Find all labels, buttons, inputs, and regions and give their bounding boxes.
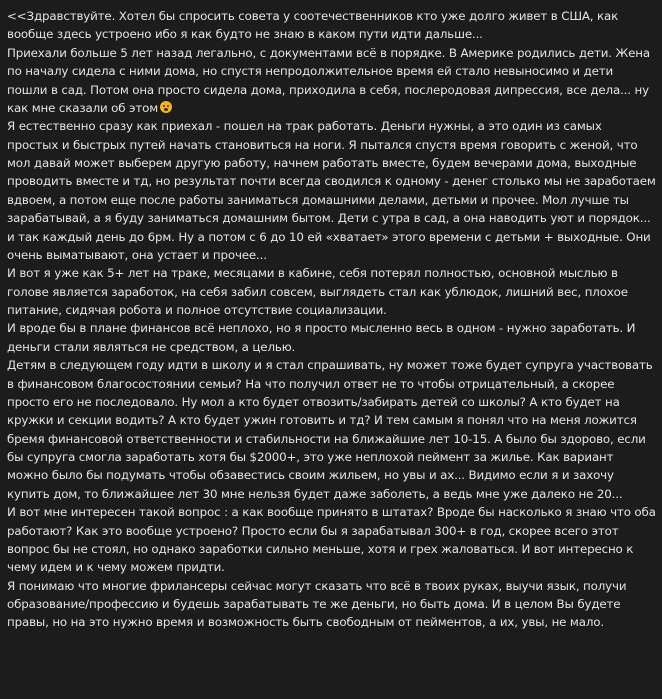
paragraph-text: <<Здравствуйте. Хотел бы спросить совета у соотечественников кто уже долго живет в США, как вообще здесь устроено ибо я как будто не знаю в каком пути идти дальше... <box>7 9 619 42</box>
flushed-face-emoji-icon <box>160 101 172 113</box>
paragraph-question <box>7 503 656 577</box>
paragraph-five-years <box>7 264 656 319</box>
paragraph-finances <box>7 319 656 356</box>
paragraph-text: И вот мне интересен такой вопрос : а как вообще принято в штатах? Вроде бы насколько я знаю что оба работают? Как это вообще устроено? Просто если бы я зарабатывал 300+ в год, скорее всего этот вопрос бы не стоял, но однако заработки сильно меньше, хотя и грех жаловаться. И вот интересно к чему идем и к чему можем придти. <box>7 505 656 575</box>
paragraph-school <box>7 356 656 503</box>
paragraph-text: Детям в следующем году идти в школу и я стал спрашивать, ну может тоже будет супруга участвовать в финансовом благосостоянии семьи? На что получил ответ не то чтобы отрицательный, а скорее просто его не последовало. Ну мол а кто будет отвозить/забирать детей со школы? А кто будет на кружки и секции водить? А кто будет ужин готовить и тд? И тем самым я понял что на меня ложится бремя финансовой ответственности и стабильности на ближайшие лет 10-15. А было бы здорово, если бы супруга смогла заработать хотя бы $2000+, это уже неплохой пеймент за жилье. Как вариант можно было бы подумать чтобы обзавестись своим жильем, но увы и ах... Видимо если я и захочу купить дом, то ближайшее лет 30 мне нельзя будет даже заболеть, а ведь мне уже далеко не 20... <box>7 358 653 501</box>
paragraph-text: И вот я уже как 5+ лет на траке, месяцами в кабине, себя потерял полностью, основной мыслью в голове является заработок, на себя забил совсем, выглядеть стал как ублюдок, лишний вес, плохое питание, сидячая робота и полное отсутствие социализации. <box>7 266 628 317</box>
paragraph-text: Я естественно сразу как приехал - пошел на трак работать. Деньги нужны, а это один из самых простых и быстрых путей начать становиться на ноги. Я пытался спустя время говорить с женой, что мол давай может выберем другую работу, начнем работать вместе, будем вечерами дома, выходные проводить вместе и тд, но результат почти всегда сводился к одному - денег столько мы не заработаем вдвоем, а потом еще после работы заниматься домашними делами, детьми и прочее. Мол лучше ты зарабатывай, а я буду заниматься домашним бытом. Дети с утра в сад, а она наводить уют и порядок... и так каждый день до 6рм. Ну а потом с 6 до 10 ей «хватает» этого времени с детьми + выходные. Они очень выматывают, она устает и прочее... <box>7 119 656 262</box>
paragraph-text: И вроде бы в плане финансов всё неплохо, но я просто мысленно весь в одном - нужно заработать. И деньги стали являться не средством, а целью. <box>7 321 636 354</box>
paragraph-freelancers <box>7 577 656 632</box>
paragraph-intro <box>7 7 656 44</box>
paragraph-text: Приехали больше 5 лет назад легально, с документами всё в порядке. В Америке родились дети. Жена по началу сидела с ними дома, но спустя непродолжительное время ей стало невыносимо и дети пошли в сад. Потом она просто сидела дома, приходила в себя, послеродовая дипрессия, все дела... ну как мне сказали об этом <box>7 45 650 115</box>
paragraph-text: Я понимаю что многие фрилансеры сейчас могут сказать что всё в твоих руках, выучи язык, получи образование/профессию и будешь зарабатывать те же деньги, но быть дома. И в целом Вы будете правы, но на это нужно время и возможность быть свободным от пейментов, а их, увы, не мало. <box>7 578 627 630</box>
paragraph-arrival <box>7 44 656 118</box>
paragraph-truck-work <box>7 117 656 264</box>
